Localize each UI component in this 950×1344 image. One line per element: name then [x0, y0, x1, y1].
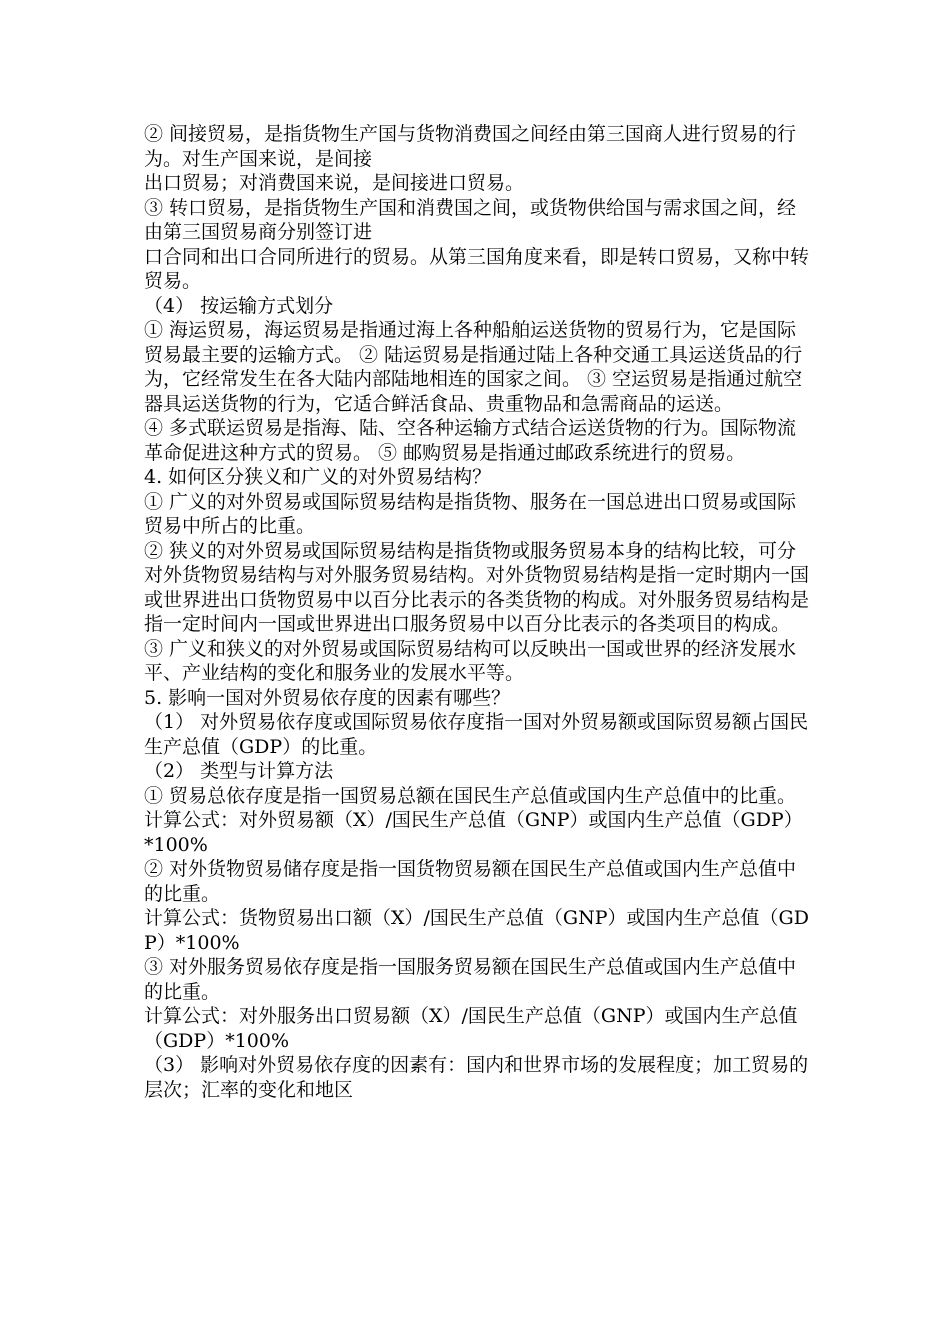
paragraph-narrow-structure: ② 狭义的对外贸易或国际贸易结构是指货物或服务贸易本身的结构比较，可分对外货物贸易结构与对外服务贸易结构。对外货物贸易结构是指一定时期内一国或世界进出口货物贸易中以百分比表示的各类货物的构成。对外服务贸易结构是指一定时间内一国或世界进出口服务贸易中以百分比表示的各类项目的构成。 — [144, 539, 810, 635]
paragraph-broad-structure: ① 广义的对外贸易或国际贸易结构是指货物、服务在一国总进出口贸易或国际贸易中所占的比重。 — [144, 490, 797, 537]
paragraph-goods-dependence: ② 对外货物贸易储存度是指一国货物贸易额在国民生产总值或国内生产总值中的比重。 — [144, 858, 797, 905]
formula-total-dependence: 计算公式：对外贸易额（X）/国民生产总值（GNP）或国内生产总值（GDP）*100% — [144, 809, 803, 856]
paragraph-indirect-trade: ② 间接贸易，是指货物生产国与货物消费国之间经由第三国商人进行贸易的行为。对生产国来说，是间接 — [144, 123, 797, 170]
heading-transport-mode: （4） 按运输方式划分 — [144, 294, 334, 317]
formula-services-dependence: 计算公式：对外服务出口贸易额（X）/国民生产总值（GNP）或国内生产总值（GDP）*100% — [144, 1005, 798, 1052]
paragraph-sea-land-air-trade: ① 海运贸易，海运贸易是指通过海上各种船舶运送货物的贸易行为，它是国际贸易最主要的运输方式。 ② 陆运贸易是指通过陆上各种交通工具运送货品的行为，它经常发生在各大陆内部陆地相连的国家之间。 ③ 空运贸易是指通过航空器具运送货物的行为，它适合鲜活食品、贵重物品和急需商品的运送。 — [144, 319, 803, 415]
paragraph-transit-trade-cont: 口合同和出口合同所进行的贸易。从第三国角度来看，即是转口贸易，又称中转贸易。 — [144, 245, 810, 292]
paragraph-transit-trade: ③ 转口贸易，是指货物生产国和消费国之间，或货物供给国与需求国之间，经由第三国贸易商分别签订进 — [144, 196, 797, 243]
paragraph-influencing-factors: （3） 影响对外贸易依存度的因素有：国内和世界市场的发展程度；加工贸易的层次；汇率的变化和地区 — [144, 1054, 809, 1101]
paragraph-services-dependence: ③ 对外服务贸易依存度是指一国服务贸易额在国民生产总值或国内生产总值中的比重。 — [144, 956, 797, 1003]
paragraph-dependence-definition: （1） 对外贸易依存度或国际贸易依存度指一国对外贸易额或国际贸易额占国民生产总值（GDP）的比重。 — [144, 711, 809, 758]
paragraph-total-dependence: ① 贸易总依存度是指一国贸易总额在国民生产总值或国内生产总值中的比重。 — [144, 784, 797, 807]
question-4-heading: 4. 如何区分狭义和广义的对外贸易结构？ — [144, 466, 492, 488]
paragraph-multimodal-mail-trade: ④ 多式联运贸易是指海、陆、空各种运输方式结合运送货物的行为。国际物流革命促进这种方式的贸易。 ⑤ 邮购贸易是指通过邮政系统进行的贸易。 — [144, 417, 797, 464]
heading-types-and-methods: （2） 类型与计算方法 — [144, 760, 334, 782]
paragraph-structure-reflects: ③ 广义和狭义的对外贸易或国际贸易结构可以反映出一国或世界的经济发展水平、产业结构的变化和服务业的发展水平等。 — [144, 637, 797, 684]
document-body — [144, 122, 812, 1102]
formula-goods-dependence: 计算公式：货物贸易出口额（X）/国民生产总值（GNP）或国内生产总值（GDP）*100% — [144, 907, 809, 954]
question-5-heading: 5. 影响一国对外贸易依存度的因素有哪些？ — [144, 686, 511, 709]
paragraph-indirect-trade-cont: 出口贸易；对消费国来说，是间接进口贸易。 — [144, 172, 525, 194]
